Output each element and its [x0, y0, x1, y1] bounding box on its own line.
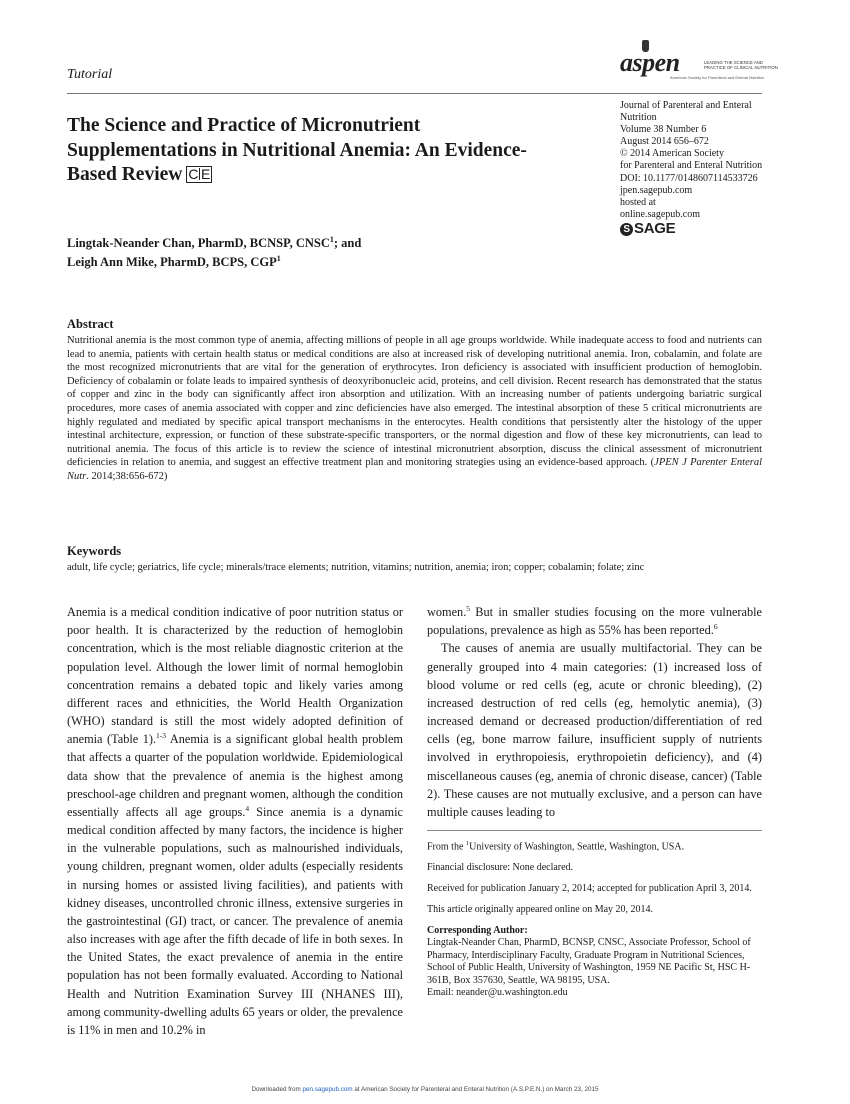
journal-info-line: jpen.sagepub.com [620, 184, 693, 196]
download-link[interactable]: pen.sagepub.com [302, 1086, 353, 1093]
article-title: The Science and Practice of Micronutrient Supplementations in Nutritional Anemia: An Evidence-Based Review C E [67, 115, 527, 185]
authors: Lingtak-Neander Chan, PharmD, BCNSP, CNSC$^1$; and Leigh Ann Mike, PharmD, BCPS, CGP$^1$ [67, 235, 362, 270]
aspen-logo-word: aspen [620, 48, 680, 77]
footnote-online: This article originally appeared online on May 20, 2014. [427, 904, 654, 916]
body-paragraph: women.$^5$ But in smaller studies focusing on the more vulnerable populations, prevalence as high as 55% has been reported.$^6$ [427, 603, 762, 638]
body-column-left [67, 603, 403, 1039]
journal-info-line: for Parenteral and Enteral Nutrition [620, 160, 763, 172]
journal-info-line: Nutrition [620, 112, 657, 124]
section-label: Tutorial [67, 67, 113, 82]
keywords-heading: Keywords [67, 544, 122, 558]
email-link[interactable]: neander@u.washington.edu [456, 986, 568, 998]
journal-info-line: DOI: 10.1177/0148607114533726 [620, 172, 758, 184]
journal-info [620, 100, 780, 221]
journal-info-line: online.sagepub.com [620, 208, 700, 220]
journal-info-line: © 2014 American Society [620, 148, 724, 160]
journal-info-line: August 2014 656–672 [620, 136, 709, 148]
journal-info-line: hosted at [620, 196, 656, 208]
footnote-received: Received for publication January 2, 2014; accepted for publication April 3, 2014. [427, 883, 752, 895]
aspen-logo-subtitle: American Society for Parenteral and Enteral Nutrition [670, 75, 765, 80]
download-notice: Downloaded from pen.sagepub.com at American Society for Parenteral and Enteral Nutrition (A.S.P.E.N.) on March 23, 2015 [251, 1086, 599, 1093]
footnotes [427, 838, 762, 999]
aspen-logo-tagline: LEADING THE SCIENCE AND PRACTICE OF CLINICAL NUTRITION [704, 60, 778, 70]
footnote-affiliation: From the $^1$University of Washington, Seattle, Washington, USA. [427, 840, 685, 853]
body-paragraph: Anemia is a medical condition indicative of poor nutrition status or poor health. It is characterized by the reduction of hemoglobin concentration, which is the most reliable diagnostic criterion at the population level. Although the lower limit of normal hemoglobin concentration remains a debated topic and likely varies among different races and ethnicities, the World Health Organization (WHO) standard is still the most widely adopted definition of anemia (Table 1).$^{1-3}$ Anemia is a significant global health problem that affects a quarter of the population worldwide. Epidemiological data show that the prevalence of anemia is the highest among preschool-age children and pregnant women, although the condition essentially affects all age groups.$^4$ Since anemia is a dynamic medical condition affected by many factors, the incidence is higher in the vulnerable populations, such as malnourished individuals, young children, pregnant women, older adults (especially residents in nursing homes or assisted living facilities), and patients with kidney diseases, uncontrolled chronic illness, extensive surgeries in the gastrointestinal (GI) tract, or cancer. The prevalence of anemia also increases with age after the fifth decade of life in both sexes. In the United States, the exact prevalence of anemia in the entire population has not been formally evaluated. According to National Health and Nutrition Examination Survey III (NHANES III), among community-dwelling adults 65 years or older, the prevalence is 11% in men and 10.2% in [67, 605, 403, 1037]
journal-info-line: Volume 38 Number 6 [620, 124, 707, 136]
abstract-text: Nutritional anemia is the most common type of anemia, affecting millions of people in all age groups worldwide. While inadequate access to food and nutrients can lead to anemia, patients with certain health status or medical conditions are also at increased risk of developing nutritional anemia. Iron, cobalamin, and folate are the most recognized micronutrients that are vital for the generation of erythrocytes. Iron deficiency is associated with insufficient production of hemoglobin. Deficiency of cobalamin or folate leads to impaired synthesis of deoxyribonucleic acid, proteins, and cell division. Recent research has demonstrated that the status of copper and zinc in the body can significantly affect iron absorption and utilization. With an increasing number of patients undergoing bariatric surgical procedures, more cases of anemia associated with copper and zinc deficiencies have also emerged. The intestinal absorption of these 5 critical micronutrients are highly regulated and mediated by specific apical transport mechanisms in the enterocytes. Health conditions that persistently alter the histology of the upper intestinal architecture, expression, or function of these substrate-specific transporters, or the normal digestion and flow of these key micronutrients, can lead to nutritional anemia. The focus of this article is to review the science of intestinal micronutrient absorption, discuss the clinical assessment of micronutrient deficiencies in relation to anemia, and suggest an effective treatment plan and monitoring strategies using an evidence-based approach. (JPEN J Parenter Enteral Nutr. 2014;38:656-672) [67, 335, 762, 482]
body-paragraph: The causes of anemia are usually multifactorial. They can be generally grouped into 4 main categories: (1) increased loss of blood volume or red cells (eg, acute or chronic bleeding), (2) increased destruction of red cells (eg, hemolytic anemia), (3) increased demand or decreased production/differentiation of red cells (eg, bone marrow failure, insufficient supply of nutrients involved in erythropoiesis, erythropoietin deficiency), and (4) miscellaneous causes (eg, anemia of chronic disease, cancer) (Table 2). These causes are not mutually exclusive, and a person can have multiple causes leading to [427, 641, 762, 819]
aspen-logo [620, 40, 778, 82]
journal-info-line: Journal of Parenteral and Enteral [620, 100, 752, 111]
footnote-disclosure: Financial disclosure: None declared. [427, 862, 574, 874]
footnote-corresponding: Corresponding Author: Lingtak-Neander Chan, PharmD, BCNSP, CNSC, Associate Professor, School of Pharmacy, Interdisciplinary Faculty, Graduate Program in Nutritional Sciences, School of Public Health, University of Washington, 1959 NE Pacific St, HSC H-361B, Box 357630, Seattle, WA 98195, USA. Email: neander@u.washington.edu [427, 924, 751, 998]
keywords-text: adult, life cycle; geriatrics, life cycle; minerals/trace elements; nutrition, vitamins; nutrition, anemia; iron; copper; cobalamin; folate; zinc [67, 562, 645, 573]
sage-logo: S SAGE [620, 220, 675, 237]
abstract-heading: Abstract [67, 317, 114, 331]
continuing-education-badge: C E [188, 166, 210, 182]
header-rule [67, 93, 762, 94]
sage-logo-icon: S [620, 223, 633, 236]
body-column-right [427, 603, 762, 821]
footnote-rule [427, 830, 762, 831]
